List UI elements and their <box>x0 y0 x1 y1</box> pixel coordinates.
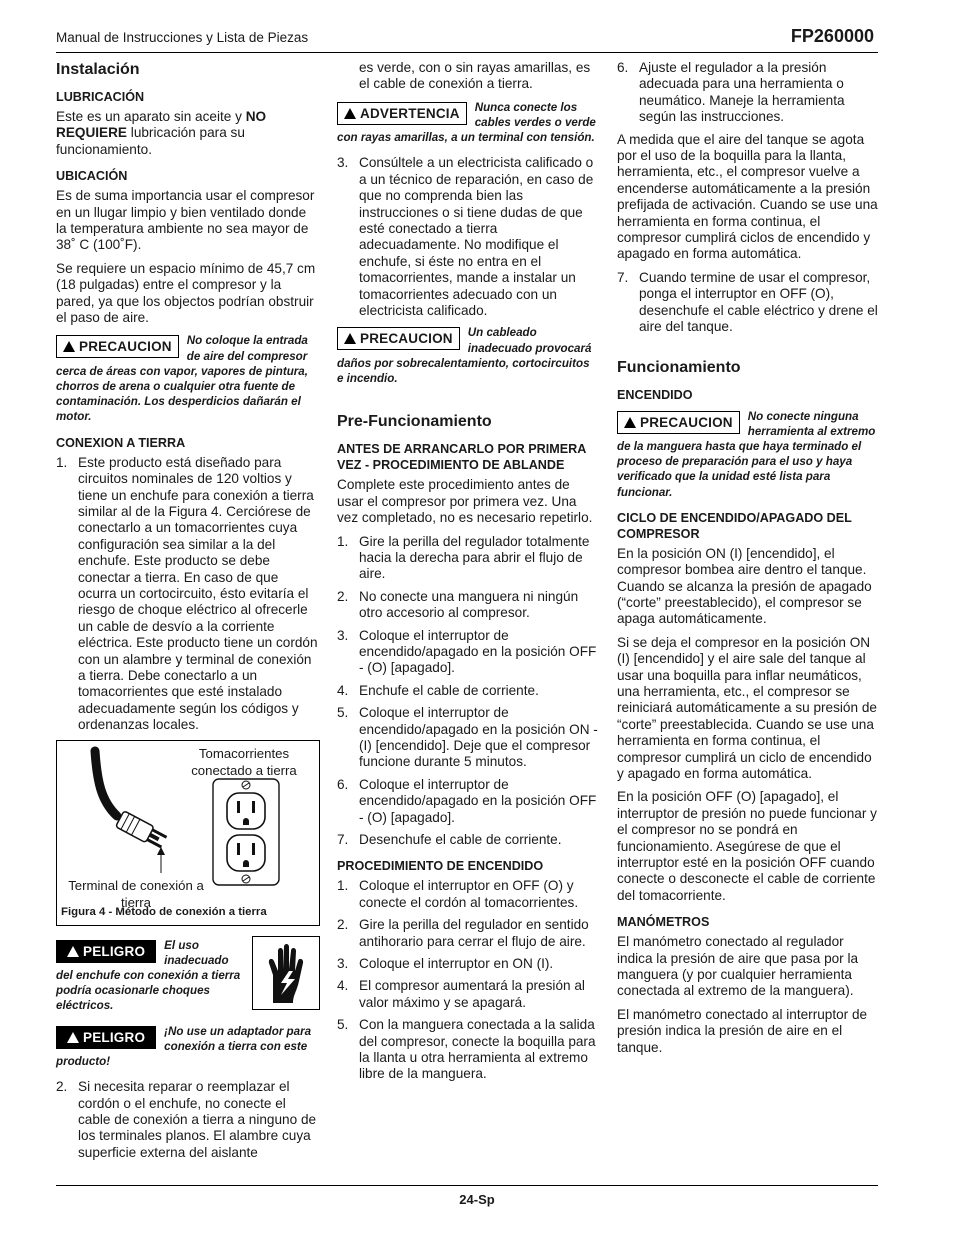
location-paragraph-1: Es de suma importancia usar el compresor en un llugar limpio y bien ventilado donde la temperatura ambiente no sea mayor de 38˚ C (100˚F). <box>56 188 315 253</box>
grounding-list-continued <box>56 1079 320 1161</box>
heading-lubricacion: LUBRICACIÓN <box>56 90 145 104</box>
list-item: 5. Coloque el interruptor de encendido/apagado en la posición ON - (I) [encendido]. Deje que el compresor funcione durante 5 minutos. <box>337 705 598 770</box>
break-in-steps <box>337 534 599 849</box>
page-number: 24-Sp <box>459 1192 495 1207</box>
cycle-explanation: A medida que el aire del tanque se agota por el uso de la boquilla para la llanta, herramienta, etc., el compresor vuelve a encenderse automáticamente a la presión prefijada de activación. Cuando se use una herramienta en forma continua, el compresor cumplirá ciclos de encendido y apagado en forma automática. <box>617 131 878 262</box>
heading-conexion-tierra: CONEXION A TIERRA <box>56 435 186 450</box>
caution-label: PRECAUCION <box>337 327 460 350</box>
column-1 <box>56 60 320 1167</box>
figure-4 <box>56 740 320 926</box>
location-paragraph-2: Se requiere un espacio mínimo de 45,7 cm (18 pulgadas) entre el compresor y la pared, ya que los objectos podrían obstruir el paso de aire. <box>56 260 316 326</box>
list-item: 1. Este producto está diseñado para circuitos nominales de 120 voltios y tiene un enchufe para conexión a tierra similar al de la Figura 4. Cerciórese de conectarlo a un tomacorrientes cuya configuración sea similar a la del enchufe. Este producto se debe conectar a tierra. En caso de que ocurra un cortocircuito, ésto evitaría el riesgo de choque eléctrico al ofrecerle un cable de desvío a la corriente eléctrica. Este producto tiene un cordón con un alambre y terminal de conexión a tierra. Debe conectarlo a un tomacorrientes que esté instalado adecuadamente según los códigos y ordenanzas locales. <box>56 454 318 733</box>
warning-triangle-icon <box>67 1032 79 1043</box>
figure-label-terminal: Terminal de conexión a tierra <box>68 877 204 910</box>
list-item: 5. Con la manguera conectada a la salida del compresor, conecte la boquilla para la llanta u otra herramienta al extremo libre de la manguera. <box>337 1017 596 1082</box>
list-item: 4. Enchufe el cable de corriente. <box>337 682 539 698</box>
danger-label: PELIGRO <box>56 1026 156 1049</box>
warning-triangle-icon <box>624 417 636 428</box>
section-title-prefuncionamiento: Pre-Funcionamiento <box>337 413 492 431</box>
list-item: 2. Si necesita reparar o reemplazar el cordón o el enchufe, no conecte el cable de conexión a tierra a ninguno de los terminales planos. El alambre cuya superficie externa del aislante <box>56 1079 317 1160</box>
danger-text: El uso inadecuado del enchufe con conexión a tierra podría ocasionarle choques eléctricos. <box>56 938 241 1013</box>
gauges-paragraph-1: El manómetro conectado al regulador indica la presión de aire que pasa por la manguera (y por cualquier herramienta conectada al extremo de la manguera). <box>617 934 859 999</box>
grounding-item2-continued: es verde, con o sin rayas amarillas, es el cable de conexión a tierra. <box>359 60 591 92</box>
heading-manometros: MANÓMETROS <box>617 915 710 930</box>
startup-steps-continued <box>617 60 879 126</box>
column-2 <box>337 60 599 1089</box>
caution-tool <box>617 409 879 500</box>
list-item: 2. Gire la perilla del regulador en sentido antihorario para cerrar el flujo de aire. <box>337 917 589 949</box>
danger-label: PELIGRO <box>56 940 156 963</box>
startup-steps-final <box>617 270 879 336</box>
manual-title: Manual de Instrucciones y Lista de Piezas <box>56 30 309 45</box>
warning-text: Nunca conecte los cables verdes o verde con rayas amarillas, a un terminal con tensión. <box>337 100 596 145</box>
warning-label: ADVERTENCIA <box>337 102 467 125</box>
warning-triangle-icon <box>67 946 79 957</box>
caution-wiring <box>337 325 599 386</box>
caution-text: No conecte ninguna herramienta al extremo de la manguera hasta que haya terminado el proceso de preparación para el uso y haya verificado que la unidad esté lista para funcionar. <box>617 409 876 499</box>
figure-caption: Figura 4 - Método de conexión a tierra <box>61 906 267 919</box>
heading-startup: PROCEDIMIENTO DE ENCENDIDO <box>337 859 544 874</box>
caution-intake <box>56 333 320 424</box>
warning-triangle-icon <box>344 108 356 119</box>
list-item: 4. El compresor aumentará la presión al valor máximo y se apagará. <box>337 978 585 1010</box>
list-item: 6. Ajuste el regulador a la presión adecuada para una herramienta o neumático. Maneje la herramienta según las instrucciones. <box>617 60 845 125</box>
cycle-paragraph-2: Si se deja el compresor en la posición ON (I) [encendido] y el aire sale del tanque al usar una boquilla para inflar neumáticos, una herramienta, etc., el compresor se reiniciará automáticamente a su presión de “corte” preestablecida. Cuando se use una herramienta en forma continua, el compresor cumplirá un ciclo de encendido y apagado en forma automática. <box>617 634 877 781</box>
list-item: 6. Coloque el interruptor de encendido/apagado en la posición OFF - (O) [apagado]. <box>337 776 597 825</box>
grounding-list-item3 <box>337 155 599 319</box>
caution-text: Un cableado inadecuado provocará daños por sobrecalentamiento, cortocircuitos e incendio. <box>337 326 592 386</box>
danger-adapter <box>56 1024 320 1070</box>
gauges-paragraph-2: El manómetro conectado al interruptor de presión indica la presión de aire en el tanque. <box>617 1006 868 1055</box>
grounding-list <box>56 455 320 734</box>
caution-label: PRECAUCION <box>56 335 179 358</box>
danger-text: ¡No use un adaptador para conexión a tierra con este producto! <box>56 1024 312 1069</box>
cycle-paragraph-1: En la posición ON (I) [encendido], el compresor bombea aire dentro el tanque. Cuando se alcanza la presión de apagado (“corte” preestablecido), el compresor se apaga automáticamente. <box>617 545 872 627</box>
lubrication-text: Este es un aparato sin aceite y NO REQUIERE lubricación para su funcionamiento. <box>56 109 267 157</box>
caution-text: No coloque la entrada de aire del compresor cerca de áreas con vapor, vapores de pintura, chorros de arena o cualquier otra fuente de contaminación. Los desperdicios dañarán el motor. <box>56 334 308 424</box>
list-item: 1. Coloque el interruptor en OFF (O) y conecte el cordón al tomacorrientes. <box>337 878 579 910</box>
caution-label: PRECAUCION <box>617 411 740 434</box>
heading-cycle: CICLO DE ENCENDIDO/APAGADO DEL COMPRESOR <box>617 510 852 541</box>
heading-encendido: ENCENDIDO <box>617 387 693 402</box>
footer-rule <box>56 1185 878 1186</box>
list-item: 3. Coloque el interruptor de encendido/apagado en la posición OFF - (O) [apagado]. <box>337 627 597 676</box>
section-title-funcionamiento: Funcionamiento <box>617 358 741 376</box>
cycle-paragraph-3: En la posición OFF (O) [apagado], el interruptor de presión no puede funcionar y el compresor no se pondrá en funcionamiento. Asegúrese de que el interruptor esté en la posición OFF cuando conecte o desconecte el cable de corriente del tomacorriente. <box>617 789 877 903</box>
warning-triangle-icon <box>344 333 356 344</box>
header-rule <box>56 52 878 53</box>
warning-triangle-icon <box>63 341 75 352</box>
figure-label-outlet: Tomacorrientes conectado a tierra <box>191 745 297 778</box>
break-in-intro: Complete este procedimiento antes de usar el compresor por primera vez. Una vez completado, no es necesario repetirlo. <box>337 477 593 526</box>
electric-shock-hand-icon <box>252 936 320 1010</box>
heading-ubicacion: UBICACIÓN <box>56 169 128 184</box>
list-item: 3. Coloque el interruptor en ON (I). <box>337 956 554 972</box>
heading-break-in: ANTES DE ARRANCARLO POR PRIMERA VEZ - PROCEDIMIENTO DE ABLANDE <box>337 442 586 473</box>
warning-wires <box>337 100 599 146</box>
list-item: 2. No conecte una manguera ni ningún otro accesorio al compresor. <box>337 588 579 621</box>
list-item: 1. Gire la perilla del regulador totalmente hacia la derecha para abrir el flujo de aire. <box>337 533 590 582</box>
model-number: FP260000 <box>790 26 874 46</box>
danger-plug <box>56 938 246 1014</box>
list-item: 3. Consúltele a un electricista calificado o a un técnico de reparación, en caso de que no comprenda bien las instrucciones o si tiene dudas de que esté conectado a tierra adecuadamente. No modifique el enchufe, si éste no entra en el tomacorrientes, mande a instalar un tomacorrientes adecuado con un electricista calificado. <box>337 155 594 319</box>
danger-group <box>56 938 320 1070</box>
startup-steps <box>337 878 599 1082</box>
column-3 <box>617 60 879 1063</box>
section-title-instalacion: Instalación <box>56 61 140 78</box>
list-item: 7. Cuando termine de usar el compresor, ponga el interruptor en OFF (O), desenchufe el cable eléctrico y drene el aire del tanque. <box>617 269 878 335</box>
list-item: 7. Desenchufe el cable de corriente. <box>337 832 562 848</box>
